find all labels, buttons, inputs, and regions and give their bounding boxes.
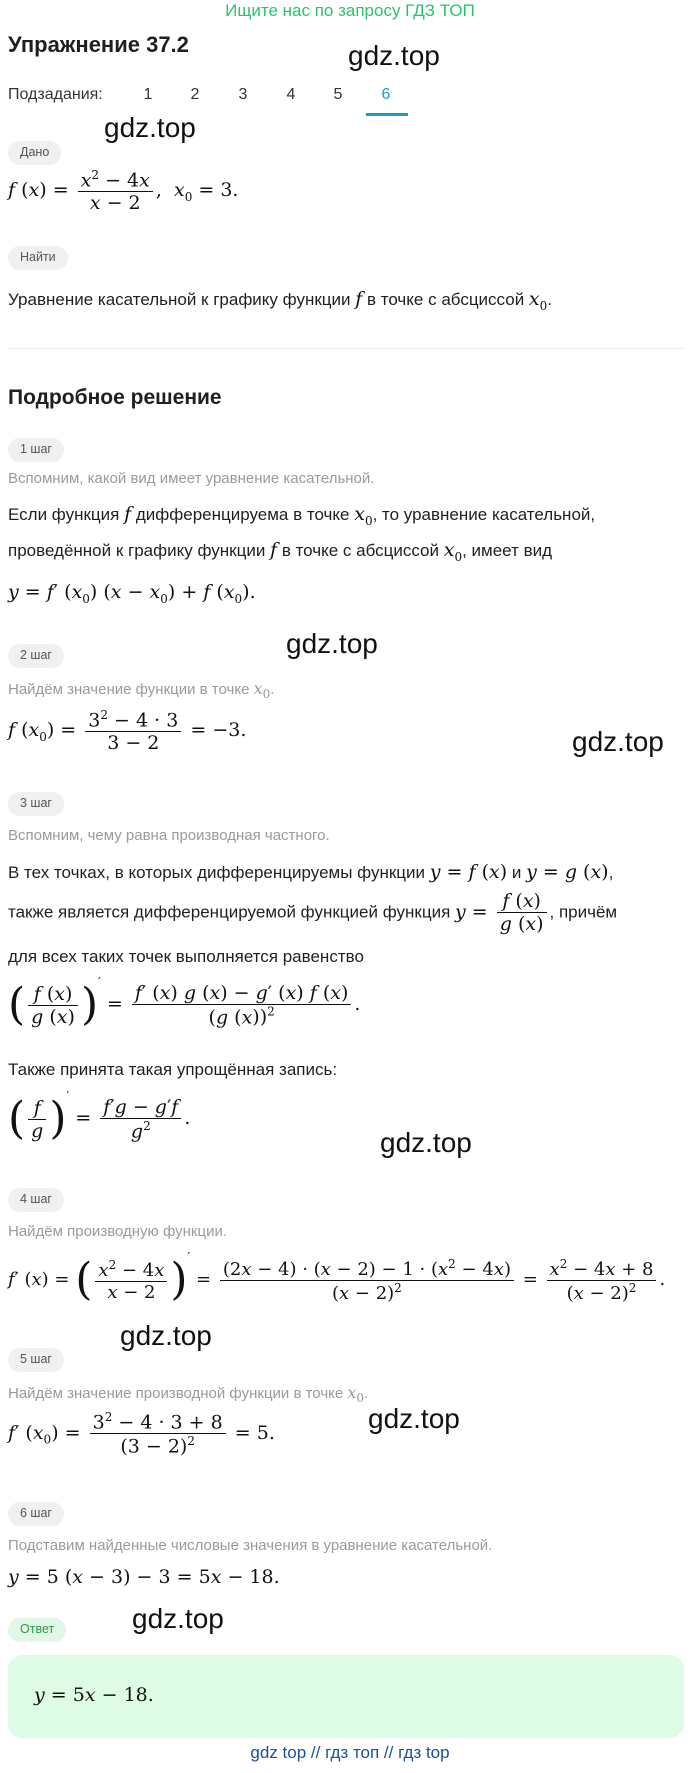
subtask-tab-2[interactable]: 2 [190,86,200,103]
subtask-tab-4[interactable]: 4 [286,86,296,103]
step-3-formula-2: ( $\frac{f}{g}$ )′ = $\frac{f'g - g'f}{g^2}$ . [8,1089,191,1144]
step-3-line-2: также является дифференцируемой функцией функция y = $\frac{f (x)}{g (x)}$ , причём [8,890,618,935]
subtask-tab-1[interactable]: 1 [143,86,153,103]
footer-links[interactable]: gdz top // гдз топ // гдз top [250,1743,450,1762]
step-1-hint: Вспомним, какой вид имеет уравнение касательной. [8,470,375,487]
find-text: Уравнение касательной к графику функции f в точке с абсциссой $x_0$. [8,288,553,313]
subtask-tab-3[interactable]: 3 [238,86,248,103]
step-1-line-2: проведённой к графику функции f в точке с абсциссой $x_0$, имеет вид [8,539,553,564]
subtask-tab-5[interactable]: 5 [333,86,343,103]
given-chip: Дано [8,141,61,165]
step-3-hint: Вспомним, чему равна производная частного. [8,827,330,844]
step-5-formula: f′ $(x_0)$ = $\frac{3^2 - 4 \cdot 3 + 8}{(3 - 2)^2}$ = 5. [8,1410,275,1458]
step-4-formula: f′ (x) = ( $\frac{x^2 - 4x}{x - 2}$ )′ = $\frac{(2x - 4) \cdot (x - 2) - 1 \cdot (x^2 - 4x)}{(x - 2)^2}$ = $\frac{x^2 - 4x + 8}{(x - 2)^2}$ . [8,1250,666,1305]
step-5-chip: 5 шаг [8,1348,64,1372]
watermark: gdz.top [132,1603,224,1634]
watermark: gdz.top [120,1320,212,1351]
subtask-tab-6[interactable]: 6 [381,86,391,103]
watermark: gdz.top [286,628,378,659]
subtasks-label: Подзадания: [8,86,103,103]
answer-formula: y = 5x − 18. [34,1684,154,1706]
step-2-chip: 2 шаг [8,644,64,668]
step-1-formula: y = f′ $(x_0) (x - x_0) + f$ $(x_0)$. [8,581,256,606]
step-3-chip: 3 шаг [8,792,64,816]
watermark: gdz.top [368,1403,460,1434]
step-1-line-1: Если функция f дифференцируема в точке $x_0$, то уравнение касательной, [8,503,596,528]
step-3-formula-1: ( $\frac{f (x)}{g (x)}$ )′ = $\frac{f' (x) g (x) - g' (x) f (x)}{(g (x))^2}$ . [8,975,361,1030]
watermark: gdz.top [104,112,196,143]
step-4-hint: Найдём производную функции. [8,1223,227,1240]
step-3-line-3: для всех таких точек выполняется равенство [8,947,364,966]
find-chip: Найти [8,246,68,270]
page-title: Упражнение 37.2 [8,32,189,57]
answer-chip: Ответ [8,1618,66,1642]
step-5-hint: Найдём значение производной функции в точке $x_0$. [8,1383,369,1406]
divider [8,348,684,349]
step-3-line-4: Также принята такая упрощённая запись: [8,1060,338,1079]
step-4-chip: 4 шаг [8,1188,64,1212]
watermark: gdz.top [348,40,440,71]
step-6-chip: 6 шаг [8,1502,64,1526]
solution-title: Подробное решение [8,386,222,409]
step-6-formula: y = 5 (x − 3) − 3 = 5x − 18. [8,1566,280,1588]
given-formula: f (x) = $\frac{x^2 - 4x}{x - 2}$ , $x_0 = 3$. [8,168,239,215]
step-2-hint: Найдём значение функции в точке $x_0$. [8,679,275,702]
watermark: gdz.top [380,1127,472,1158]
step-3-line-1: В тех точках, в которых дифференцируемы функции y = f (x) и y = g (x), [8,861,614,883]
step-2-formula: f $(x_0)$ = $\frac{3^2 - 4 \cdot 3}{3 - 2}$ = −3. [8,708,247,755]
step-6-hint: Подставим найденные числовые значения в уравнение касательной. [8,1537,493,1554]
active-tab-indicator [366,113,408,116]
step-1-chip: 1 шаг [8,438,64,462]
top-banner: Ищите нас по запросу ГДЗ ТОП [225,1,475,20]
watermark: gdz.top [572,726,664,757]
